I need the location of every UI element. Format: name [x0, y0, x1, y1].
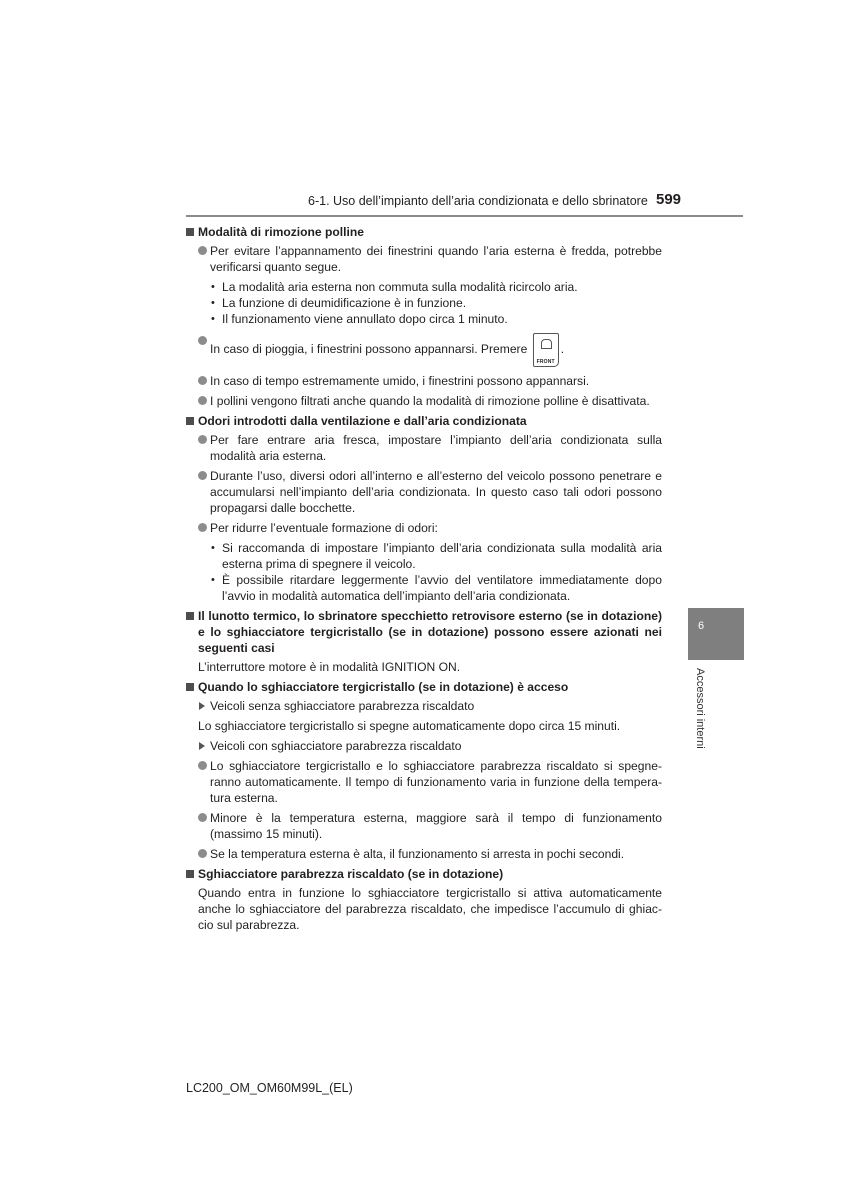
odors-dot-2: • È possibile ritardare leggermente l’avvio del ventilatore immediatamente dopo l’avvio in modalità automatica dell’impianto dell’aria condizionata.	[186, 572, 662, 604]
pollen-bullet-2-text: In caso di pioggia, i finestrini possono appannarsi. Premere	[210, 342, 528, 357]
chapter-tab	[688, 608, 744, 660]
header-rule	[186, 215, 743, 217]
windshield-body: Quando entra in funzione lo sghiacciatore tergicristallo si attiva automaticamente anche lo sghiacciatore del parabrezza riscaldato, che impedisce l’accumulo di ghiac-cio sul parabrezza.	[198, 886, 662, 932]
front-defroster-button-icon	[533, 333, 559, 367]
pollen-heading: Modalità di rimozione polline	[186, 224, 662, 240]
section-title: 6-1. Uso dell’impianto dell’aria condizionata e dello sbrinatore	[308, 194, 648, 208]
pollen-bullet-1: Per evitare l’appannamento dei finestrini quando l’aria esterna è fredda, potrebbe verificarsi quanto segue.	[186, 243, 662, 275]
odors-bullet-1: Per fare entrare aria fresca, impostare l’impianto dell’aria condizionata sulla modalità aria esterna.	[186, 432, 662, 464]
pollen-bullet-3: In caso di tempo estremamente umido, i finestrini possono appannarsi.	[186, 373, 662, 389]
defogger-heading: Il lunotto termico, lo sbrinatore specchietto retrovisore esterno (se in dotazione) e lo sghiacciatore tergicristallo (se in dotazione) possono essere azionati nei seguenti casi	[186, 608, 662, 656]
page-content	[186, 224, 662, 933]
document-code: LC200_OM_OM60M99L_(EL)	[186, 1081, 353, 1095]
windshield-heading: Sghiacciatore parabrezza riscaldato (se in dotazione)	[186, 866, 662, 882]
odors-dot-1: • Si raccomanda di impostare l’impianto dell’aria condizionata sulla modalità aria esterna prima di spegnere il veicolo.	[186, 540, 662, 572]
defogger-body: L’interruttore motore è in modalità IGNITION ON.	[198, 660, 461, 674]
odors-bullet-3: Per ridurre l’eventuale formazione di odori:	[186, 520, 662, 536]
chapter-number: 6	[698, 620, 705, 632]
odors-bullet-2: Durante l’uso, diversi odori all’interno e all’esterno del veicolo possono penetrare e accumularsi nell’impianto dell’aria condizionata. In questo caso tali odori possono propagarsi dalle bocchette.	[186, 468, 662, 516]
pollen-dot-3: • Il funzionamento viene annullato dopo circa 1 minuto.	[186, 311, 662, 327]
deicer-heading: Quando lo sghiacciatore tergicristallo (se in dotazione) è acceso	[186, 679, 662, 695]
pollen-bullet-4: I pollini vengono filtrati anche quando la modalità di rimozione polline è disattivata.	[186, 393, 662, 409]
pollen-dot-1: • La modalità aria esterna non commuta sulla modalità ricircolo aria.	[186, 279, 662, 295]
deicer-vehicle-without: Veicoli senza sghiacciatore parabrezza riscaldato	[186, 698, 662, 714]
defroster-icon	[541, 339, 552, 349]
odors-heading: Odori introdotti dalla ventilazione e dall’aria condizionata	[186, 413, 662, 429]
page-number: 599	[656, 191, 682, 208]
pollen-bullet-2-end: .	[560, 342, 565, 357]
chapter-label: Accessori interni	[694, 668, 706, 749]
pollen-dot-2: • La funzione di deumidificazione è in funzione.	[186, 295, 662, 311]
deicer-bullet-2: Minore è la temperatura esterna, maggiore sarà il tempo di funzionamento (massimo 15 minuti).	[186, 810, 662, 842]
deicer-body-1: Lo sghiacciatore tergicristallo si spegne automaticamente dopo circa 15 minuti.	[198, 719, 621, 733]
pollen-bullet-2	[186, 333, 662, 367]
front-label: FRONT	[536, 359, 555, 365]
deicer-bullet-3: Se la temperatura esterna è alta, il funzionamento si arresta in pochi secondi.	[186, 846, 662, 862]
deicer-bullet-1: Lo sghiacciatore tergicristallo e lo sghiacciatore parabrezza riscaldato si spegne-ranno automaticamente. Il tempo di funzionamento varia in funzione della tempera-tura esterna.	[186, 758, 662, 806]
deicer-vehicle-with: Veicoli con sghiacciatore parabrezza riscaldato	[186, 738, 662, 754]
